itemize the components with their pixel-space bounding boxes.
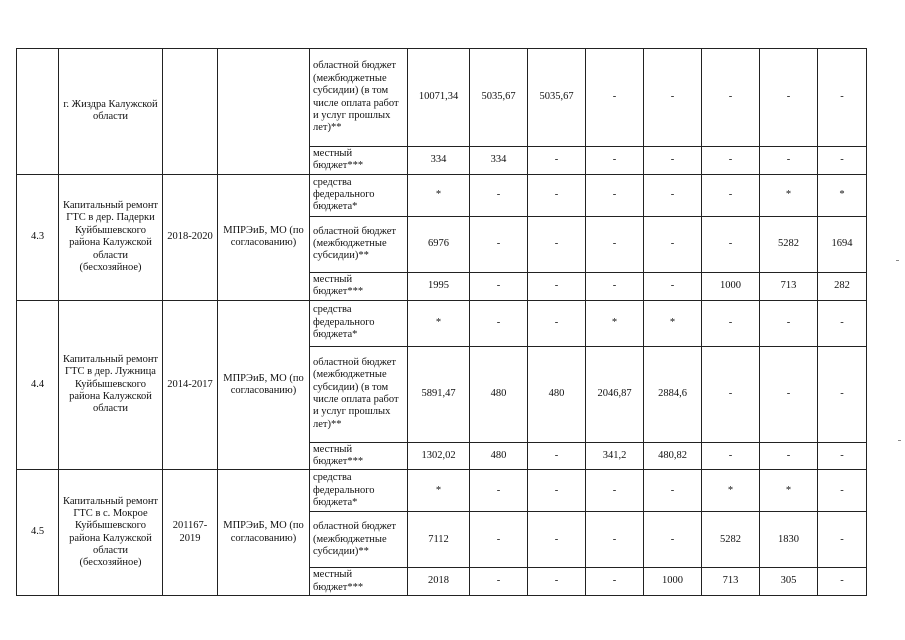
period-cell: 2014-2017: [163, 300, 218, 470]
value-cell: 7112: [408, 512, 470, 568]
value-cell: 5891,47: [408, 346, 470, 442]
value-cell: -: [760, 147, 818, 175]
value-cell: -: [586, 147, 644, 175]
value-cell: -: [760, 300, 818, 346]
table-row: [17, 470, 867, 512]
value-cell: *: [644, 300, 702, 346]
funding-source-cell: средства федерального бюджета*: [310, 300, 408, 346]
value-cell: *: [760, 470, 818, 512]
value-cell: 5282: [760, 216, 818, 272]
value-cell: -: [528, 216, 586, 272]
value-cell: -: [470, 300, 528, 346]
object-cell: Капитальный ремонт ГТС в дер. Лужница Куйбышевского района Калужской области: [59, 300, 163, 470]
funding-source-cell: средства федерального бюджета*: [310, 470, 408, 512]
value-cell: 5282: [702, 512, 760, 568]
value-cell: *: [818, 174, 867, 216]
value-cell: 5035,67: [528, 49, 586, 147]
value-cell: 1000: [644, 568, 702, 596]
value-cell: -: [644, 512, 702, 568]
value-cell: 5035,67: [470, 49, 528, 147]
value-cell: 334: [408, 147, 470, 175]
value-cell: 713: [702, 568, 760, 596]
value-cell: -: [818, 147, 867, 175]
funding-source-cell: областной бюджет (межбюджетные субсидии)**: [310, 512, 408, 568]
value-cell: -: [586, 470, 644, 512]
value-cell: -: [470, 470, 528, 512]
value-cell: -: [586, 216, 644, 272]
value-cell: -: [702, 346, 760, 442]
value-cell: -: [818, 470, 867, 512]
value-cell: -: [470, 174, 528, 216]
value-cell: -: [644, 49, 702, 147]
value-cell: 2018: [408, 568, 470, 596]
value-cell: -: [586, 49, 644, 147]
row-number-cell: 4.5: [17, 470, 59, 596]
executor-cell: МПРЭиБ, МО (по согласованию): [218, 470, 310, 596]
value-cell: *: [586, 300, 644, 346]
row-number-cell: 4.3: [17, 174, 59, 300]
funding-source-cell: местный бюджет***: [310, 568, 408, 596]
value-cell: *: [702, 470, 760, 512]
value-cell: 713: [760, 272, 818, 300]
value-cell: 1302,02: [408, 442, 470, 470]
value-cell: -: [644, 272, 702, 300]
value-cell: 480,82: [644, 442, 702, 470]
value-cell: -: [528, 272, 586, 300]
value-cell: *: [408, 174, 470, 216]
value-cell: *: [408, 470, 470, 512]
value-cell: -: [818, 568, 867, 596]
value-cell: -: [470, 512, 528, 568]
funding-source-cell: местный бюджет***: [310, 442, 408, 470]
value-cell: -: [702, 300, 760, 346]
value-cell: 2046,87: [586, 346, 644, 442]
value-cell: -: [818, 49, 867, 147]
value-cell: -: [818, 346, 867, 442]
value-cell: 10071,34: [408, 49, 470, 147]
value-cell: 282: [818, 272, 867, 300]
value-cell: -: [818, 300, 867, 346]
value-cell: -: [586, 272, 644, 300]
value-cell: -: [818, 512, 867, 568]
value-cell: *: [408, 300, 470, 346]
executor-cell: МПРЭиБ, МО (по согласованию): [218, 174, 310, 300]
value-cell: 6976: [408, 216, 470, 272]
value-cell: -: [818, 442, 867, 470]
funding-source-cell: средства федерального бюджета*: [310, 174, 408, 216]
value-cell: 334: [470, 147, 528, 175]
value-cell: -: [702, 174, 760, 216]
executor-cell: [218, 49, 310, 175]
funding-source-cell: областной бюджет (межбюджетные субсидии) (в том числе оплата работ и услуг прошлых лет)**: [310, 346, 408, 442]
value-cell: -: [470, 568, 528, 596]
value-cell: -: [470, 216, 528, 272]
period-cell: 201167-2019: [163, 470, 218, 596]
scan-mark: [896, 260, 899, 261]
row-number-cell: [17, 49, 59, 175]
value-cell: *: [760, 174, 818, 216]
value-cell: 480: [528, 346, 586, 442]
funding-source-cell: местный бюджет***: [310, 147, 408, 175]
object-cell: Капитальный ремонт ГТС в с. Мокрое Куйбышевского района Калужской области (бесхозяйное): [59, 470, 163, 596]
value-cell: 1995: [408, 272, 470, 300]
funding-source-cell: областной бюджет (межбюджетные субсидии)**: [310, 216, 408, 272]
value-cell: -: [702, 147, 760, 175]
value-cell: -: [760, 49, 818, 147]
value-cell: -: [702, 216, 760, 272]
table-row: [17, 174, 867, 216]
value-cell: -: [528, 147, 586, 175]
value-cell: -: [528, 300, 586, 346]
period-cell: 2018-2020: [163, 174, 218, 300]
value-cell: -: [586, 174, 644, 216]
value-cell: 305: [760, 568, 818, 596]
row-number-cell: 4.4: [17, 300, 59, 470]
value-cell: -: [702, 49, 760, 147]
executor-cell: МПРЭиБ, МО (по согласованию): [218, 300, 310, 470]
period-cell: [163, 49, 218, 175]
value-cell: -: [528, 512, 586, 568]
value-cell: -: [760, 442, 818, 470]
value-cell: 1000: [702, 272, 760, 300]
value-cell: -: [702, 442, 760, 470]
value-cell: -: [644, 470, 702, 512]
value-cell: -: [528, 442, 586, 470]
value-cell: 2884,6: [644, 346, 702, 442]
table-row: [17, 300, 867, 346]
funding-source-cell: областной бюджет (межбюджетные субсидии) (в том числе оплата работ и услуг прошлых лет)**: [310, 49, 408, 147]
object-cell: г. Жиздра Калужской области: [59, 49, 163, 175]
value-cell: -: [644, 174, 702, 216]
value-cell: -: [586, 512, 644, 568]
value-cell: -: [644, 216, 702, 272]
value-cell: -: [760, 346, 818, 442]
funding-source-cell: местный бюджет***: [310, 272, 408, 300]
object-cell: Капитальный ремонт ГТС в дер. Падерки Куйбышевского района Калужской области (бесхозяйное): [59, 174, 163, 300]
value-cell: -: [586, 568, 644, 596]
value-cell: -: [528, 174, 586, 216]
value-cell: 480: [470, 346, 528, 442]
value-cell: -: [528, 470, 586, 512]
value-cell: 1694: [818, 216, 867, 272]
value-cell: 341,2: [586, 442, 644, 470]
value-cell: 480: [470, 442, 528, 470]
scan-mark: [898, 440, 901, 441]
value-cell: 1830: [760, 512, 818, 568]
budget-table: [16, 48, 867, 596]
value-cell: -: [470, 272, 528, 300]
value-cell: -: [528, 568, 586, 596]
value-cell: -: [644, 147, 702, 175]
table-row: [17, 49, 867, 147]
